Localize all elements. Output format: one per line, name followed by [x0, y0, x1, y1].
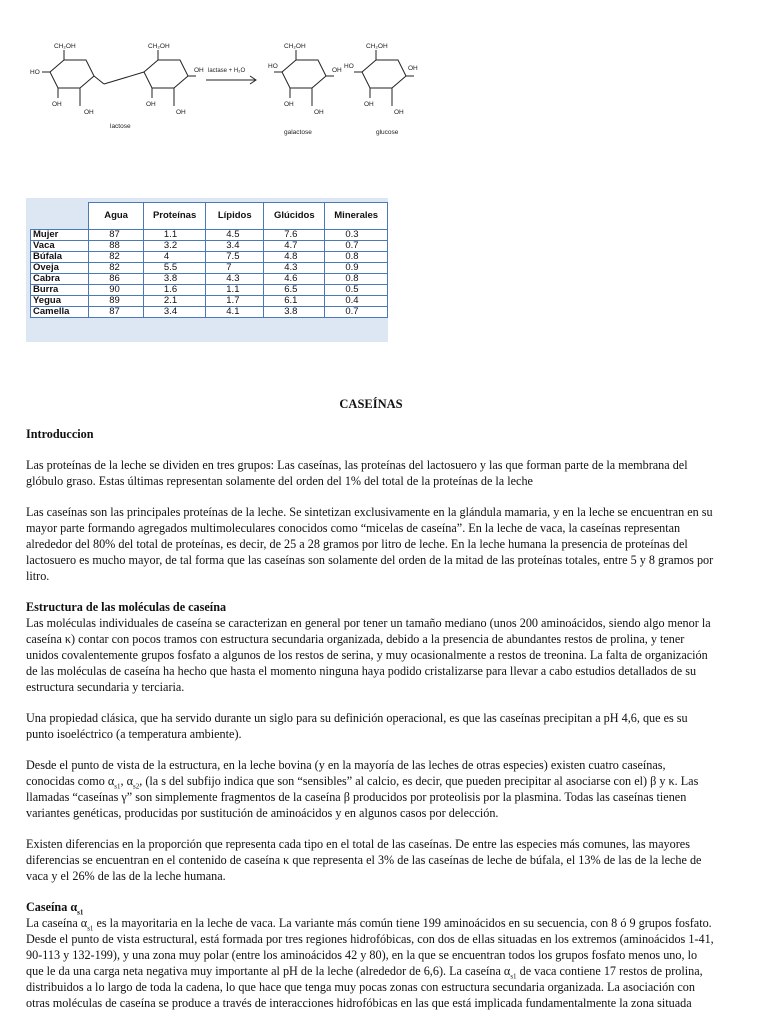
structure-heading: Estructura de las moléculas de caseína [26, 600, 227, 614]
table-row [31, 307, 388, 318]
galactose-ch2oh-label: CH₂OH [284, 43, 306, 50]
galactose-oh-label-1: OH [284, 101, 294, 108]
reaction-label: lactase + H₂O [208, 68, 246, 74]
value-cell: 0.7 [325, 241, 388, 252]
casein-types-text-3: , (la s del subfijo indica que son “sensibles” al calcio, es decir, que pueden precipitar al asociarse con el) β y κ. Las llamadas “caseínas γ” son simplemente fragmentos de la caseína β producidos por proteolisis por la plasmina. Todas las caseínas tienen variantes genéticas, producidas por sustitución de aminoácidos y en algunos casos por delección. [26, 774, 699, 820]
value-cell: 4.8 [264, 252, 325, 263]
column-header: Minerales [325, 203, 388, 230]
value-cell: 0.9 [325, 263, 388, 274]
casein-types-text-1: Desde el punto de vista de la estructura, en la leche bovina (y en la mayoría de las leches de otras especies) existen cuatro caseínas, conocidas como α [26, 758, 666, 788]
paragraph-proportions: Existen diferencias en la proporción que representa cada tipo en el total de las caseínas. De entre las especies más comunes, las mayores diferencias se encuentran en el contenido de caseína κ que representa el 3% de las caseínas de leche de búfala, el 13% de las de la leche de vaca y el 26% de las de la leche humana. [26, 837, 702, 883]
alpha-s1-heading [26, 899, 716, 915]
value-cell: 4.6 [264, 274, 325, 285]
value-cell: 6.1 [264, 296, 325, 307]
alpha-s1-text-2: es la mayoritaria en la leche de vaca. La variante más común tiene 199 aminoácidos en su secuencia, con 8 ó 9 grupos fosfato. Desde el punto de vista estructural, está formada por tres regiones hidrofóbicas, con dos de ellas situadas en los extremos (aminoácidos 1-41, 90-113 y 132-199), y una zona muy polar (entre los aminoácidos 42 y 80), en la que se encuentran todos los grupos fosfato menos uno, lo que le da una carga neta negativa muy importante al pH de la leche (alrededor de 6,6). La caseína α [26, 916, 714, 978]
paragraph-caseins-main: Las caseínas son las principales proteínas de la leche. Se sintetizan exclusivamente en la glándula mamaria, y en la leche se encuentran en su mayor parte formando agregados multimoleculares conocidos como “micelas de caseína”. En la leche de vaca, la caseínas representan alrededor del 80% del total de proteínas, es decir, de 25 a 28 gramos por litro de leche. En la leche humana la presencia de proteínas del lactosuero es mucho mayor, de tal forma que las caseínas son solamente del orden de la mitad de las proteínas totales, entre 5 y 8 gramos por litro. [26, 505, 714, 583]
paragraph-isoelectric: Una propiedad clásica, que ha servido durante un siglo para su definición operacional, es que las caseínas precipitan a pH 4,6, que es su punto isoeléctrico (a temperatura ambiente). [26, 711, 688, 741]
value-cell: 4 [143, 252, 205, 263]
value-cell: 90 [89, 285, 144, 296]
value-cell: 82 [89, 263, 144, 274]
column-header: Proteínas [143, 203, 205, 230]
value-cell: 7.5 [206, 252, 264, 263]
value-cell: 5.5 [143, 263, 205, 274]
species-cell: Búfala [31, 252, 89, 263]
lactose-oh-label-2: OH [84, 109, 94, 116]
galactose-ho-label: HO [268, 63, 278, 70]
value-cell: 3.4 [143, 307, 205, 318]
value-cell: 0.7 [325, 307, 388, 318]
value-cell: 0.5 [325, 285, 388, 296]
value-cell: 7.6 [264, 230, 325, 241]
glucose-label: glucose [376, 129, 399, 136]
species-cell: Vaca [31, 241, 89, 252]
glucose-ch2oh-label: CH₂OH [366, 43, 388, 50]
value-cell: 0.8 [325, 252, 388, 263]
glucose-oh-label-1: OH [364, 101, 374, 108]
value-cell: 1.7 [206, 296, 264, 307]
table-row [31, 296, 388, 307]
glucose-ho-label: HO [344, 63, 354, 70]
value-cell: 0.8 [325, 274, 388, 285]
document-title: CASEÍNAS [339, 397, 403, 411]
glucose-oh-label-3: OH [394, 109, 404, 116]
value-cell: 89 [89, 296, 144, 307]
lactose-label: lactose [110, 123, 131, 130]
species-cell: Cabra [31, 274, 89, 285]
value-cell: 1.6 [143, 285, 205, 296]
lactose-reaction-diagram [28, 38, 424, 138]
value-cell: 4.7 [264, 241, 325, 252]
alpha-s1-heading-subscript: s1 [77, 908, 84, 917]
lactose-ch2oh-label: CH₂OH [54, 43, 76, 50]
value-cell: 4.3 [206, 274, 264, 285]
lactose-hydrolysis-figure [28, 38, 424, 138]
species-cell: Burra [31, 285, 89, 296]
subscript-s1: s1 [87, 924, 94, 933]
table-row [31, 230, 388, 241]
lactose-oh-label-5: OH [194, 67, 204, 74]
value-cell: 4.1 [206, 307, 264, 318]
value-cell: 2.1 [143, 296, 205, 307]
table-corner [31, 203, 89, 230]
lactose-oh-label-3: OH [146, 101, 156, 108]
alpha-s1-text-3: de vaca contiene 17 restos de prolina, distribuidos a lo largo de toda la cadena, lo que hace que tenga muy pocas zonas con estructura secundaria organizada. La asociación con otras moléculas de caseína se produce a través de interacciones hidrofóbicas en las que está implicada fundamentalmente la zona situada [26, 964, 703, 1010]
value-cell: 3.2 [143, 241, 205, 252]
value-cell: 7 [206, 263, 264, 274]
value-cell: 4.3 [264, 263, 325, 274]
document-body [26, 396, 716, 1026]
alpha-s1-heading-text: Caseína α [26, 900, 78, 914]
value-cell: 0.3 [325, 230, 388, 241]
value-cell: 3.8 [264, 307, 325, 318]
species-cell: Mujer [31, 230, 89, 241]
paragraph-structure: Las moléculas individuales de caseína se caracterizan en general por tener un tamaño mediano (unos 200 aminoácidos, siendo algo menor la caseína κ) contar con pocos tramos con estructura secundaria organizada, debido a la presencia de abundantes restos de prolina, y tener unidos covalentemente grupos fosfato a algunos de los restos de serina, y muy ocasionalmente a restos de treonina. La falta de organización de las moléculas de caseína ha hecho que hasta el momento ninguna haya podido cristalizarse para llevar a cabo estudios detallados de su estructura secundaria y terciaria. [26, 616, 711, 694]
species-cell: Yegua [31, 296, 89, 307]
intro-heading: Introduccion [26, 427, 94, 441]
subscript-s1: s1 [510, 972, 517, 981]
value-cell: 3.8 [143, 274, 205, 285]
lactose-oh-label-4: OH [176, 109, 186, 116]
galactose-oh-label-3: OH [314, 109, 324, 116]
species-cell: Camella [31, 307, 89, 318]
value-cell: 3.4 [206, 241, 264, 252]
table-row [31, 263, 388, 274]
table-row [31, 274, 388, 285]
casein-types-text-2: , α [120, 774, 134, 788]
galactose-oh-label-2: OH [332, 67, 342, 74]
column-header: Lípidos [206, 203, 264, 230]
paragraph-casein-types [26, 757, 716, 821]
table-row [31, 252, 388, 263]
lactose-ch2oh-label-2: CH₂OH [148, 43, 170, 50]
value-cell: 86 [89, 274, 144, 285]
alpha-s1-text-1: La caseína α [26, 916, 88, 930]
value-cell: 87 [89, 230, 144, 241]
value-cell: 82 [89, 252, 144, 263]
paragraph-intro: Las proteínas de la leche se dividen en tres grupos: Las caseínas, las proteínas del lactosuero y las que forman parte de la membrana del glóbulo graso. Estas últimas representan solamente del orden del 1% del total de la proteínas de la leche [26, 458, 688, 488]
table-header-row [31, 203, 388, 230]
value-cell: 87 [89, 307, 144, 318]
galactose-label: galactose [284, 129, 312, 136]
subscript-s1: s1 [114, 782, 121, 791]
species-cell: Oveja [31, 263, 89, 274]
value-cell: 4.5 [206, 230, 264, 241]
milk-composition-table [30, 202, 388, 318]
value-cell: 6.5 [264, 285, 325, 296]
paragraph-alpha-s1 [26, 915, 716, 1011]
lactose-ho-label: HO [30, 69, 40, 76]
value-cell: 1.1 [143, 230, 205, 241]
lactose-oh-label-1: OH [52, 101, 62, 108]
value-cell: 0.4 [325, 296, 388, 307]
value-cell: 88 [89, 241, 144, 252]
value-cell: 1.1 [206, 285, 264, 296]
column-header: Agua [89, 203, 144, 230]
glucose-oh-label-2: OH [408, 65, 418, 72]
table-row [31, 241, 388, 252]
column-header: Glúcidos [264, 203, 325, 230]
table-row [31, 285, 388, 296]
milk-composition-table-frame [26, 198, 388, 342]
subscript-s2: s2 [133, 782, 140, 791]
